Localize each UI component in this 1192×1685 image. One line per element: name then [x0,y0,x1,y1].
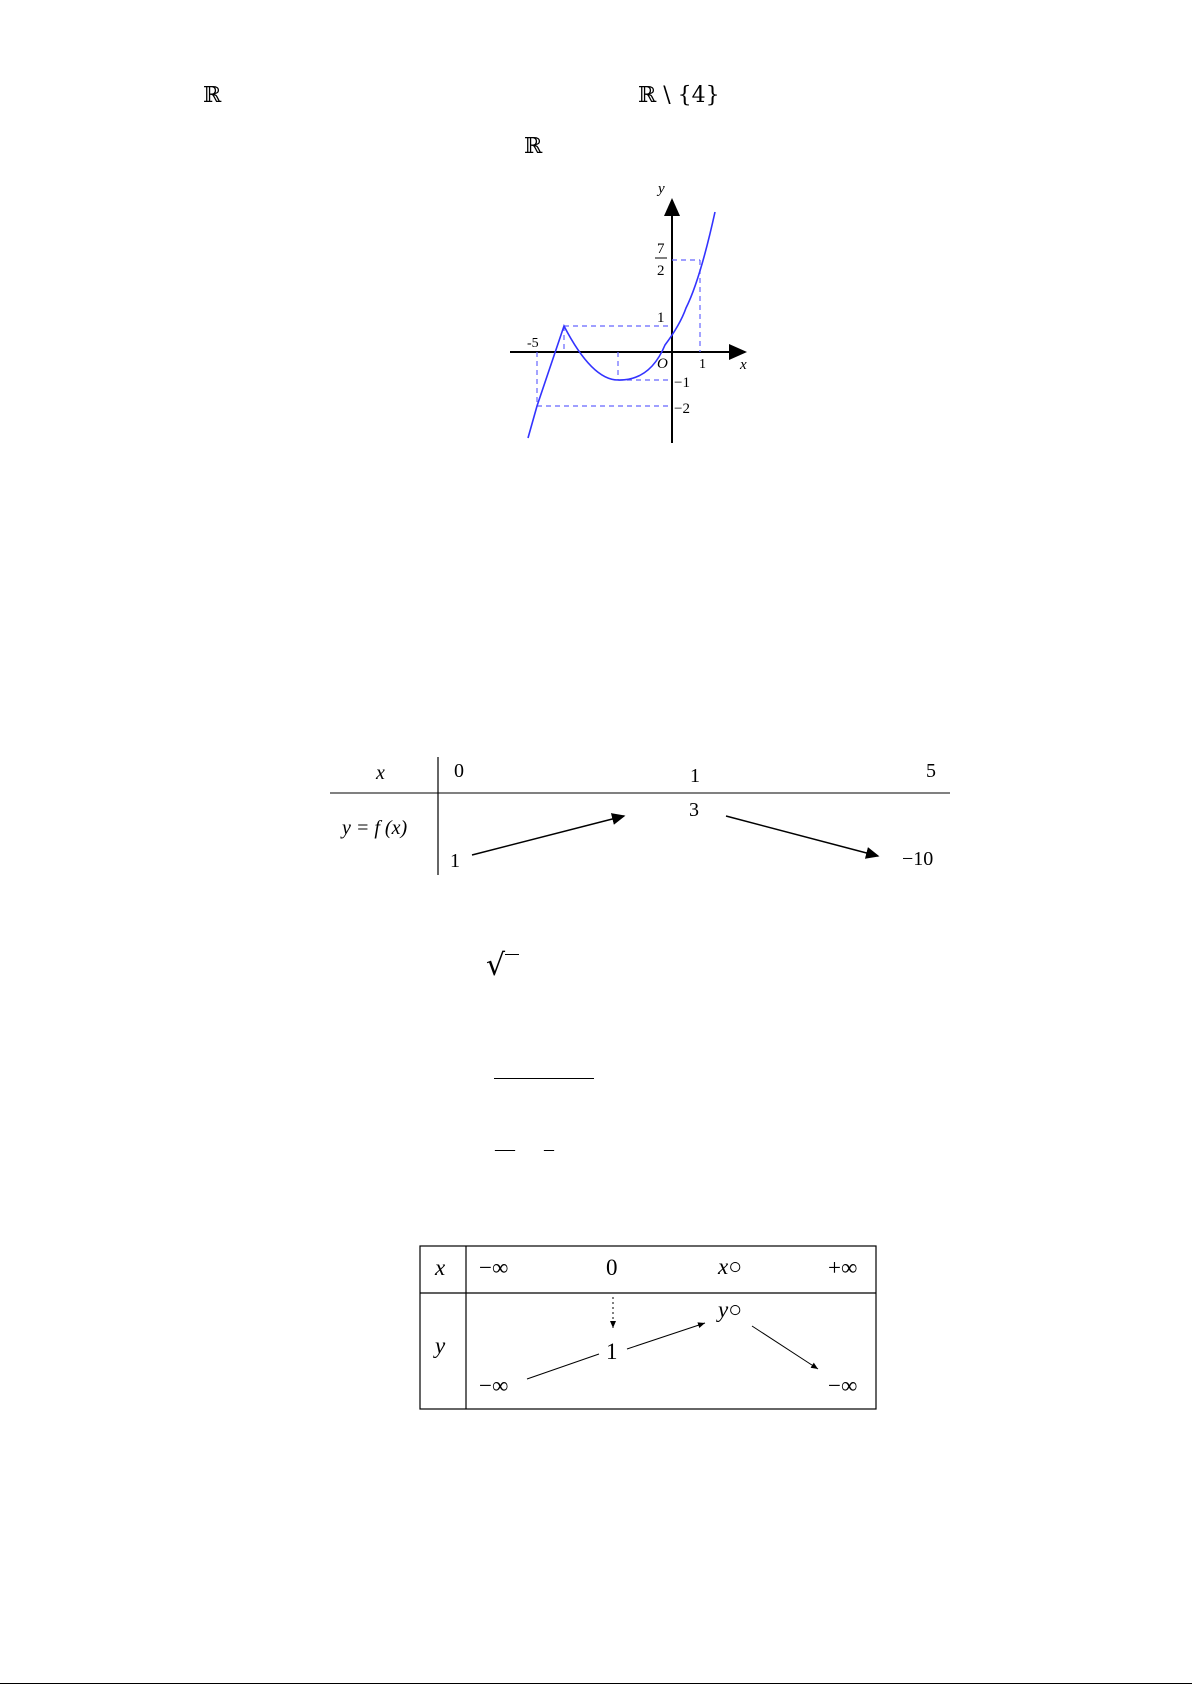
table2-header-y: y [435,1333,446,1358]
increase-arrow [472,816,624,855]
reals-minus-four: ℝ \ {4} [638,83,720,108]
variation-table-2 [419,1245,877,1410]
tick-y-7: 7 [657,241,665,257]
tick-x-1: 1 [699,357,706,372]
table1-x1: 1 [690,765,700,787]
sqrt-symbol: √ [486,948,519,983]
reals-symbol-2: ℝ [524,134,543,159]
table2-y0: −∞ [479,1373,509,1398]
table2-x2: x○ [718,1254,743,1279]
dash-fragment-1: — [495,1138,515,1160]
table1-y2: −10 [902,848,934,870]
function-graph [500,175,770,465]
origin-label: O [657,356,668,372]
table2-header-x: x [435,1255,446,1280]
tick-y-neg2: −2 [674,401,690,417]
table2-y2: y○ [718,1297,743,1322]
y-axis-label: y [658,181,665,197]
variation-table-1 [330,755,950,875]
table1-row-label: y = f (x) [342,817,408,839]
dash-fragment-2: – [544,1138,554,1160]
variation-table-1-lines [330,755,950,875]
x-axis-label: x [740,357,747,373]
table2-x1: 0 [606,1255,618,1280]
tick-x-neg5: -5 [527,336,539,351]
table1-y0: 1 [450,850,460,872]
table1-x2: 5 [926,760,936,782]
tick-y-1: 1 [657,310,665,326]
table1-header-x: x [376,762,385,784]
decrease-arrow [752,1326,818,1369]
table1-y1: 3 [689,799,699,821]
reals-symbol: ℝ [203,83,222,108]
fraction-bar [494,1078,594,1079]
increase-arrow-right [627,1323,705,1349]
tick-y-2: 2 [657,263,665,279]
table2-x3: +∞ [828,1255,858,1280]
table1-x0: 0 [454,760,464,782]
table2-y1: 1 [606,1339,618,1364]
table2-x0: −∞ [479,1255,509,1280]
page-bottom-rule [0,1683,1192,1684]
tick-y-neg1: −1 [674,375,690,391]
decrease-arrow [726,816,878,856]
increase-arrow-left [527,1354,599,1379]
table2-y3: −∞ [828,1373,858,1398]
